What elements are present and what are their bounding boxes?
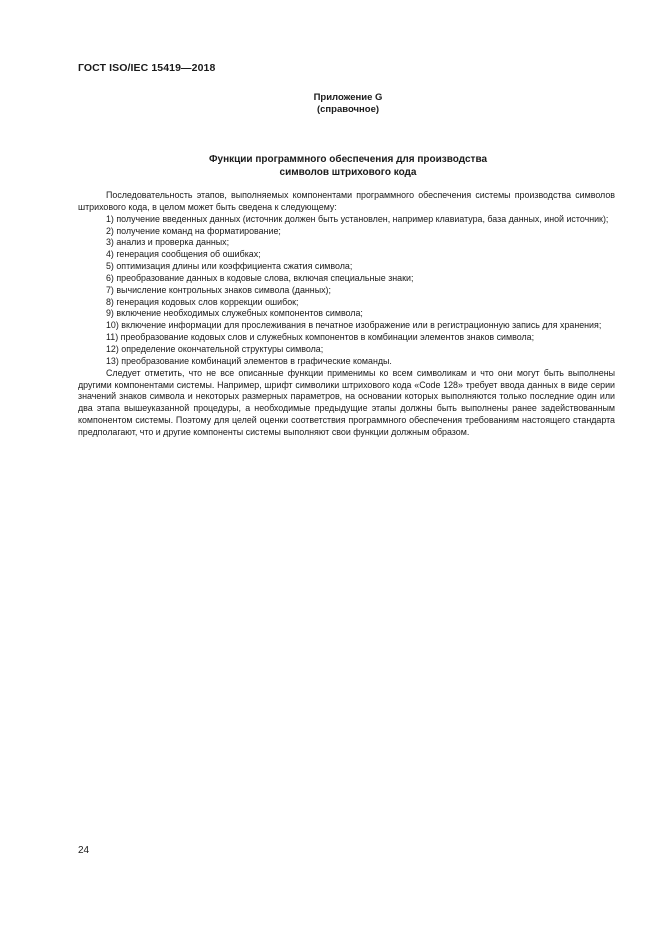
list-item: 8) генерация кодовых слов коррекции ошибок; xyxy=(106,296,299,307)
page-number: 24 xyxy=(78,845,90,856)
annex-heading xyxy=(0,92,661,116)
list-item: 2) получение команд на форматирование; xyxy=(106,225,281,236)
list-item: 7) вычисление контрольных знаков символа (данных); xyxy=(106,284,331,295)
section-title-line-2: символов штрихового кода xyxy=(279,166,417,178)
list-item: 5) оптимизация длины или коэффициента сжатия символа; xyxy=(106,261,353,272)
list-item: 11) преобразование кодовых слов и служебных компонентов в комбинации элементов знаков символа; xyxy=(106,332,535,343)
closing-paragraph: Следует отметить, что не все описанные функции применимы ко всем символикам и что они могут быть выполнены другими компонентами системы. Например, шрифт символики штрихового кода «Code 128» требует ввода данных в виде серии значений знаков символа и некоторых размерных параметров, на основании которых выполняются только последние один или два этапа вышеуказанной процедуры, а необходимые предыдущие этапы должны быть выполнены ранее задействованным компонентом системы. Поэтому для целей оценки соответствия программного обеспечения требованиям настоящего стандарта предполагают, что и другие компоненты системы выполняют свои функции должным образом. xyxy=(78,367,615,437)
list-item: 12) определение окончательной структуры символа; xyxy=(106,343,324,354)
annex-label: Приложение G xyxy=(313,92,383,103)
section-title xyxy=(0,154,661,179)
list-item: 3) анализ и проверка данных; xyxy=(106,237,230,248)
document-header: ГОСТ ISO/IEC 15419—2018 xyxy=(78,62,216,74)
section-title-line-1: Функции программного обеспечения для производства xyxy=(208,154,488,165)
list-item: 9) включение необходимых служебных компонентов символа; xyxy=(106,308,363,319)
list-item: 6) преобразование данных в кодовые слова, включая специальные знаки; xyxy=(106,272,414,283)
list-item: 10) включение информации для прослеживания в печатное изображение или в регистрационную запись для хранения; xyxy=(106,320,602,331)
body-text xyxy=(78,190,615,439)
intro-paragraph: Последовательность этапов, выполняемых компонентами программного обеспечения системы производства символов штрихового кода, в целом может быть сведена к следующему: xyxy=(78,190,615,212)
annex-type: (справочное) xyxy=(316,104,380,115)
list-item: 4) генерация сообщения об ошибках; xyxy=(106,249,261,260)
list-item: 13) преобразование комбинаций элементов в графические команды. xyxy=(106,355,392,366)
list-item: 1) получение введенных данных (источник должен быть установлен, например клавиатура, база данных, иной источник); xyxy=(106,213,609,224)
